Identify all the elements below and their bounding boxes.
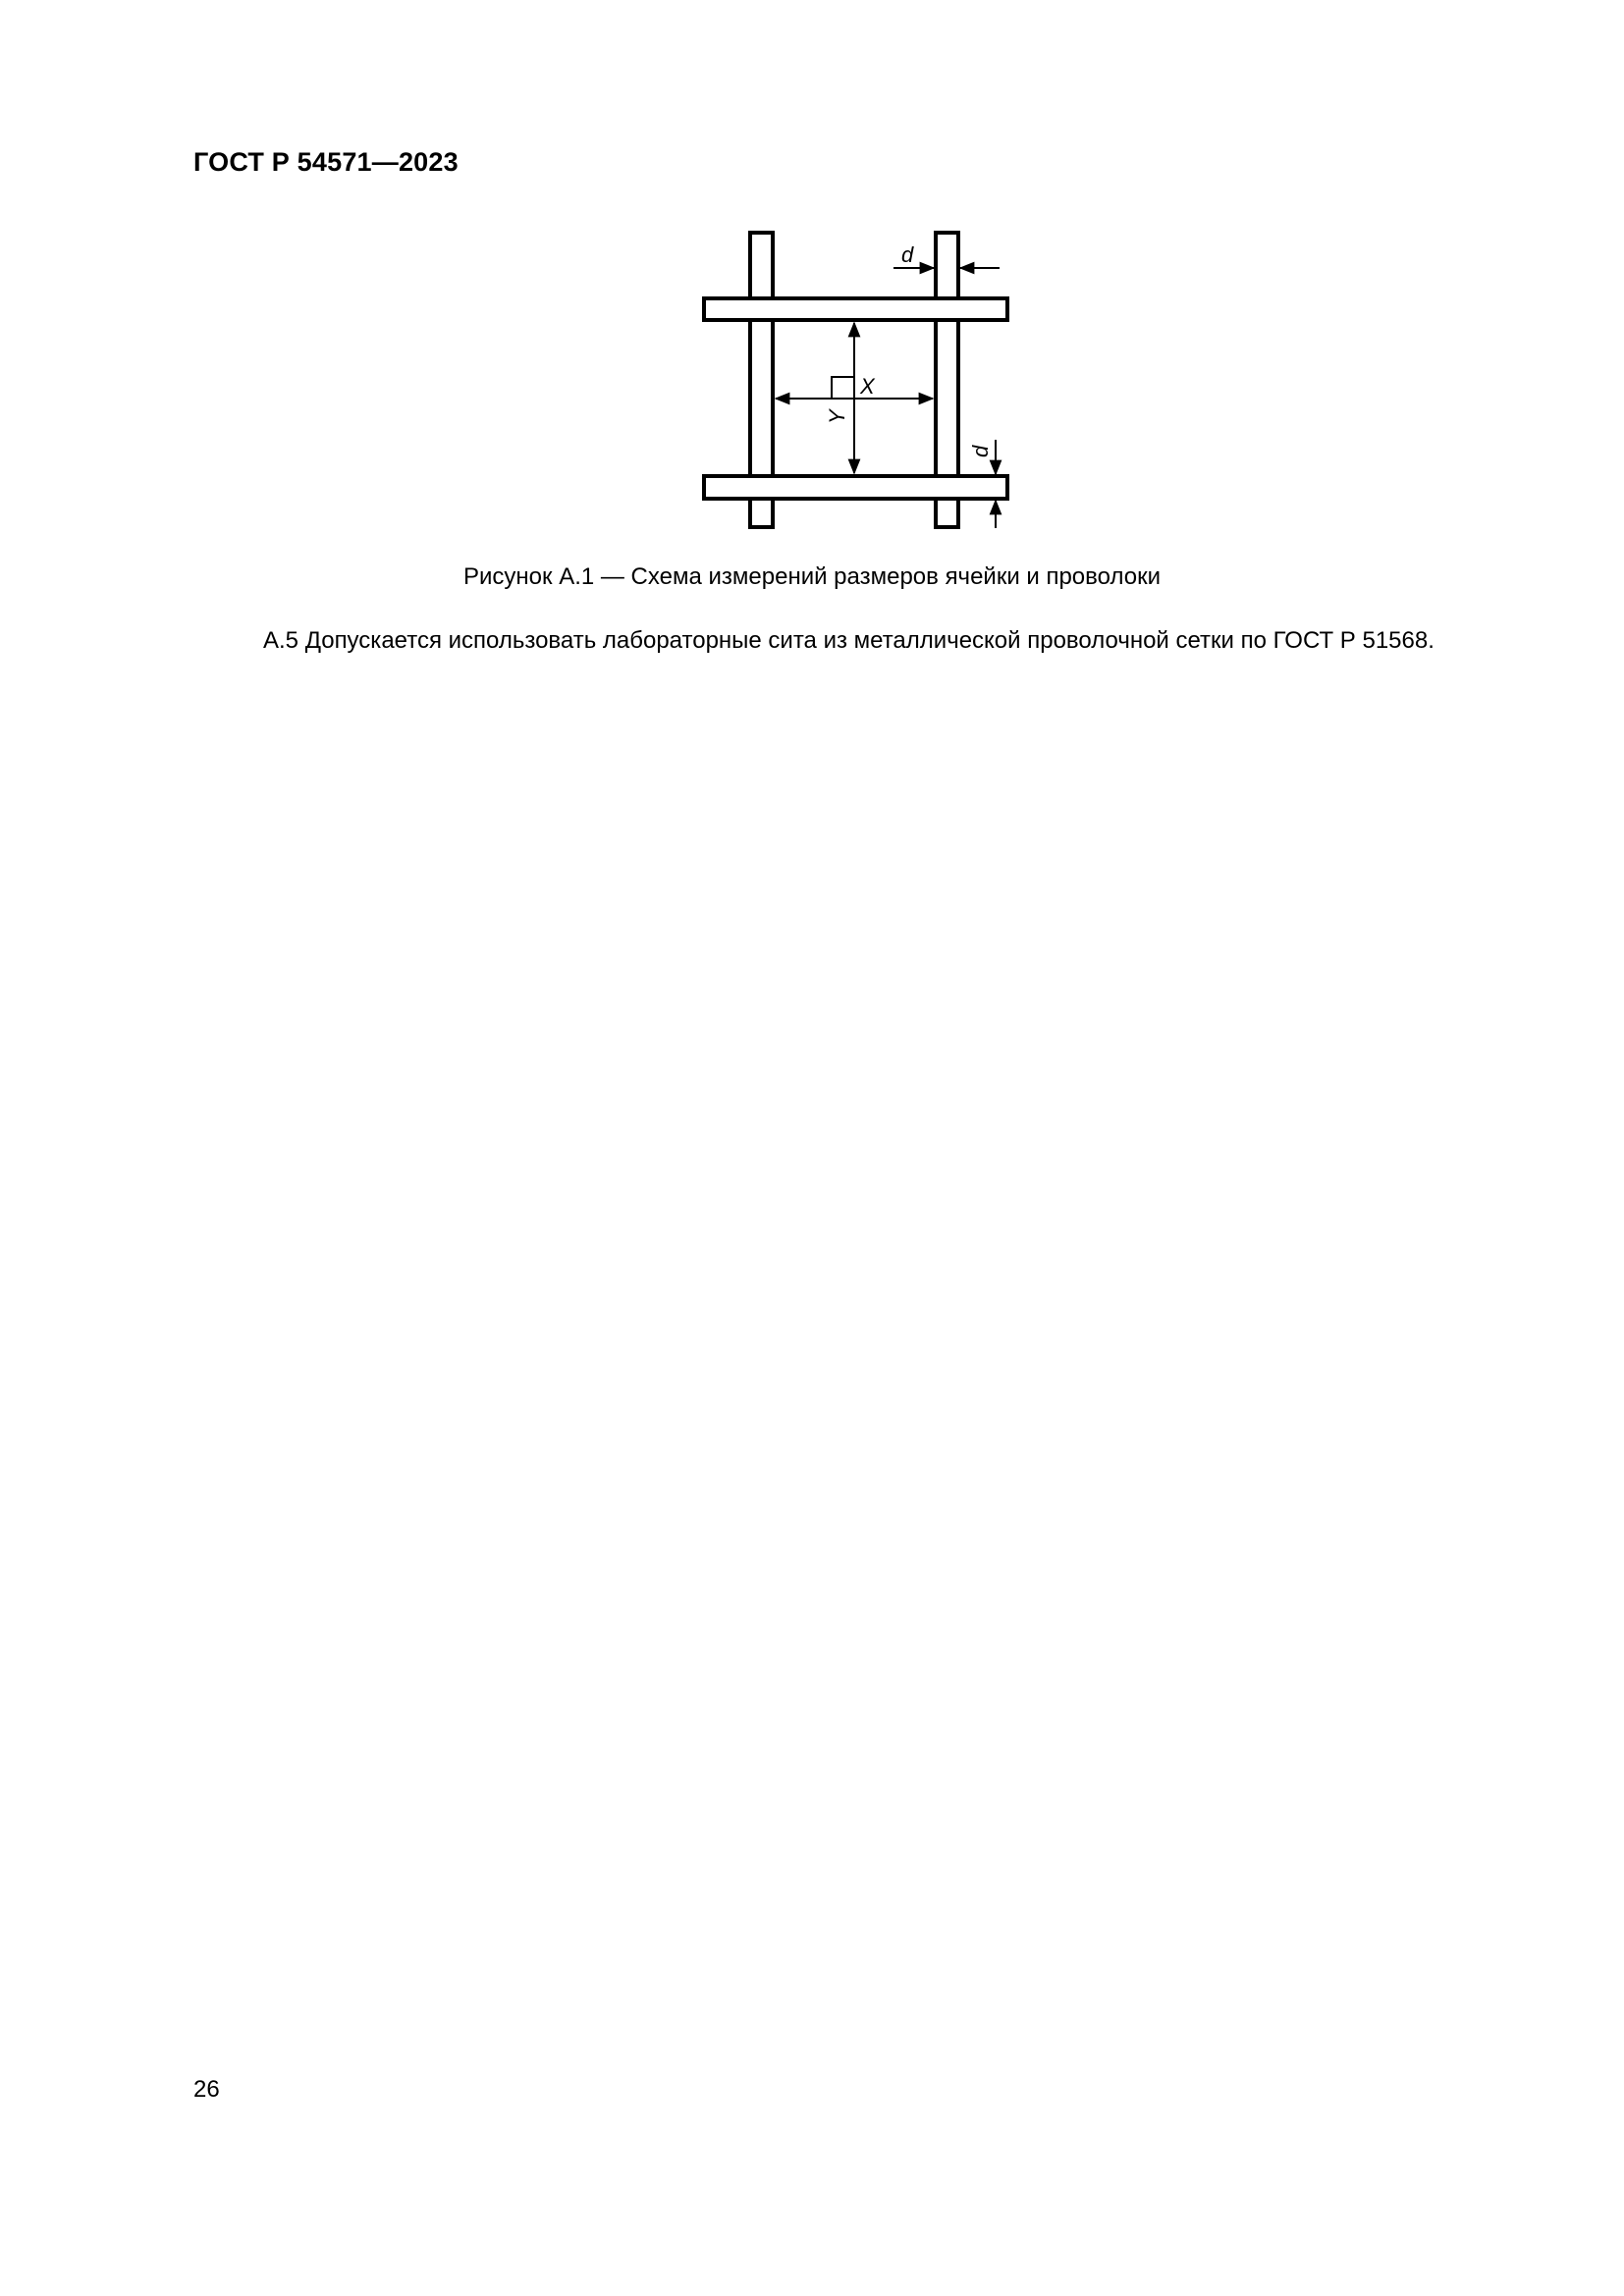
horizontal-wire-bottom bbox=[704, 476, 1007, 499]
document-code-header: ГОСТ Р 54571—2023 bbox=[193, 147, 459, 177]
y-label: Y bbox=[825, 409, 849, 424]
page-number: 26 bbox=[193, 2076, 220, 2103]
right-angle-mark bbox=[832, 377, 854, 399]
mesh-measurement-diagram bbox=[687, 216, 1021, 540]
d-right-label: d bbox=[968, 445, 993, 457]
figure-caption: Рисунок А.1 — Схема измерений размеров ячейки и проволоки bbox=[463, 563, 1161, 590]
d-top-label: d bbox=[901, 242, 914, 267]
horizontal-wire-top bbox=[704, 298, 1007, 320]
x-label: X bbox=[860, 374, 875, 399]
paragraph-a5: А.5 Допускается использовать лабораторные сита из металлической проволочной сетки по ГОСТ Р 51568. bbox=[263, 627, 1435, 654]
